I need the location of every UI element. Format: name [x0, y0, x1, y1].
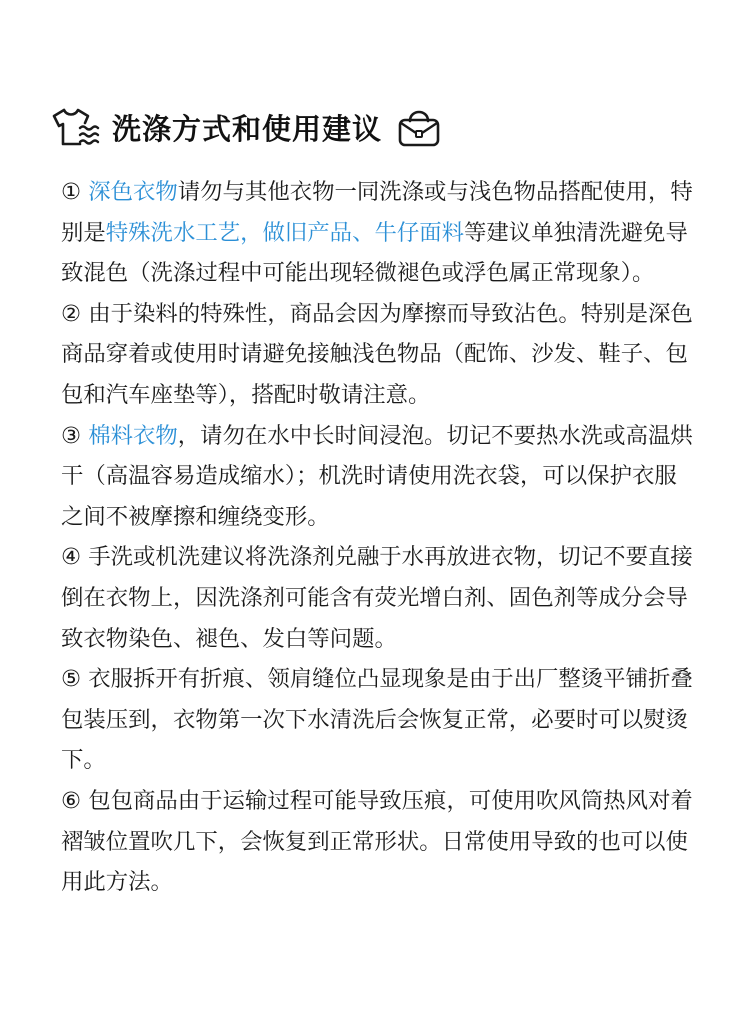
instruction-paragraph — [61, 294, 697, 416]
text-segment: ④ 手洗或机洗建议将洗涤剂兑融于水再放进衣物，切记不要直接倒在衣物上，因洗涤剂可能含有荧光增白剂、固色剂等成分会导致衣物染色、褪色、发白等问题。 — [61, 544, 693, 652]
instruction-paragraph — [61, 172, 697, 294]
text-segment: ⑤ 衣服拆开有折痕、领肩缝位凸显现象是由于出厂整烫平铺折叠包装压到，衣物第一次下水清洗后会恢复正常，必要时可以熨烫下。 — [61, 666, 693, 774]
text-segment: 等建议单独清洗避免导致混色（洗涤过程中可能出现轻微褪色或浮色属正常现象）。 — [61, 219, 688, 287]
text-segment: ① — [61, 179, 89, 205]
instruction-paragraph — [61, 659, 697, 781]
handbag-icon — [396, 105, 442, 149]
text-segment: ⑥ 包包商品由于运输过程可能导致压痕，可使用吹风筒热风对着褶皱位置吹几下，会恢复到正常形状。日常使用导致的也可以使用此方法。 — [61, 787, 693, 896]
highlight-text: 特殊洗水工艺，做旧产品、牛仔面料 — [105, 219, 465, 246]
tshirt-wash-icon — [50, 104, 100, 150]
text-segment: 请勿与其他衣物一同洗涤或与浅色物品搭配使用，特别是 — [61, 179, 693, 246]
care-instructions — [61, 172, 697, 903]
instruction-paragraph — [61, 537, 697, 659]
section-header — [50, 100, 442, 154]
instruction-paragraph — [61, 416, 697, 538]
instruction-paragraph — [61, 781, 697, 903]
text-segment: ，请勿在水中长时间浸泡。切记不要热水洗或高温烘干（高温容易造成缩水）；机洗时请使用洗衣袋，可以保护衣服之间不被摩擦和缠绕变形。 — [61, 422, 693, 530]
page-title: 洗涤方式和使用建议 — [112, 111, 383, 146]
highlight-text: 深色衣物 — [88, 179, 178, 205]
text-segment: ② 由于染料的特殊性，商品会因为摩擦而导致沾色。特别是深色商品穿着或使用时请避免接触浅色物品（配饰、沙发、鞋子、包包和汽车座垫等），搭配时敬请注意。 — [61, 300, 693, 408]
highlight-text: 棉料衣物 — [88, 422, 178, 449]
text-segment: ③ — [61, 422, 89, 449]
